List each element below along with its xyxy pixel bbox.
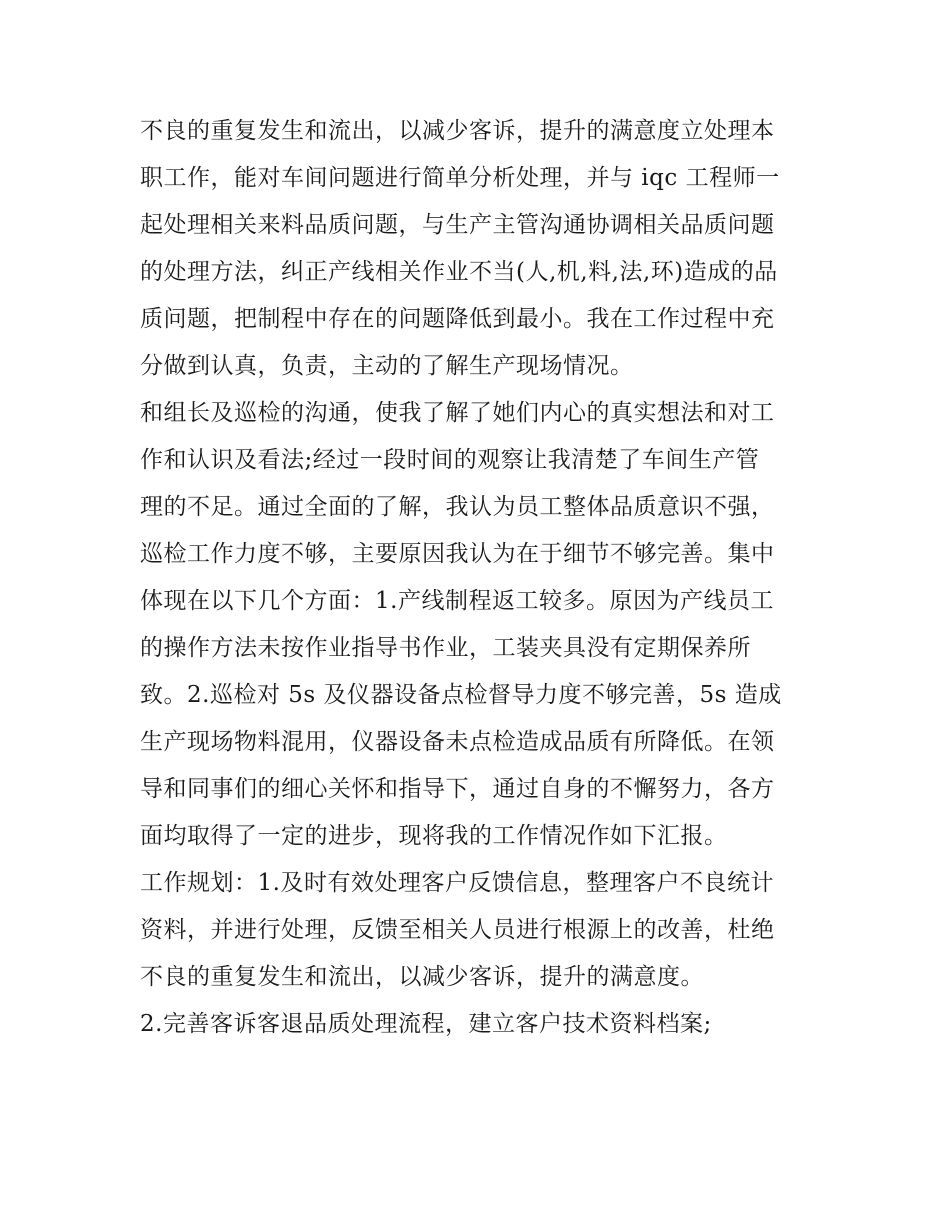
text-line: 导和同事们的细心关怀和指导下，通过自身的不懈努力，各方 xyxy=(140,776,775,802)
document-body xyxy=(140,108,820,1048)
text-line: 不良的重复发生和流出，以减少客诉，提升的满意度立处理本 xyxy=(140,118,775,144)
paragraph-2 xyxy=(140,390,820,860)
text-line: 作和认识及看法;经过一段时间的观察让我清楚了车间生产管 xyxy=(140,447,760,473)
paragraph-4 xyxy=(140,1001,820,1048)
text-line: 质问题，把制程中存在的问题降低到最小。我在工作过程中充 xyxy=(140,306,775,332)
text-line: 面均取得了一定的进步，现将我的工作情况作如下汇报。 xyxy=(140,823,728,849)
text-line: 生产现场物料混用，仪器设备未点检造成品质有所降低。在领 xyxy=(140,729,775,755)
text-line: 体现在以下几个方面：1.产线制程返工较多。原因为产线员工 xyxy=(140,588,774,614)
text-line: 不良的重复发生和流出，以减少客诉，提升的满意度。 xyxy=(140,964,704,990)
text-line: 和组长及巡检的沟通，使我了解了她们内心的真实想法和对工 xyxy=(140,400,775,426)
text-line: 的处理方法，纠正产线相关作业不当(人,机,料,法,环)造成的品 xyxy=(140,259,778,285)
text-line: 起处理相关来料品质问题，与生产主管沟通协调相关品质问题 xyxy=(140,212,775,238)
text-line: 的操作方法未按作业指导书作业，工装夹具没有定期保养所 xyxy=(140,635,751,661)
text-line: 巡检工作力度不够，主要原因我认为在于细节不够完善。集中 xyxy=(140,541,775,567)
text-line: 2.完善客诉客退品质处理流程，建立客户技术资料档案; xyxy=(140,1011,712,1037)
text-line: 职工作，能对车间问题进行简单分析处理，并与 iqc 工程师一 xyxy=(140,165,780,191)
text-line: 资料，并进行处理，反馈至相关人员进行根源上的改善，杜绝 xyxy=(140,917,775,943)
text-line: 工作规划：1.及时有效处理客户反馈信息，整理客户不良统计 xyxy=(140,870,774,896)
text-line: 理的不足。通过全面的了解，我认为员工整体品质意识不强， xyxy=(140,494,775,520)
text-line: 致。2.巡检对 5s 及仪器设备点检督导力度不够完善，5s 造成 xyxy=(140,682,782,708)
paragraph-3 xyxy=(140,860,820,1001)
text-line: 分做到认真，负责，主动的了解生产现场情况。 xyxy=(140,353,634,379)
paragraph-1 xyxy=(140,108,820,390)
